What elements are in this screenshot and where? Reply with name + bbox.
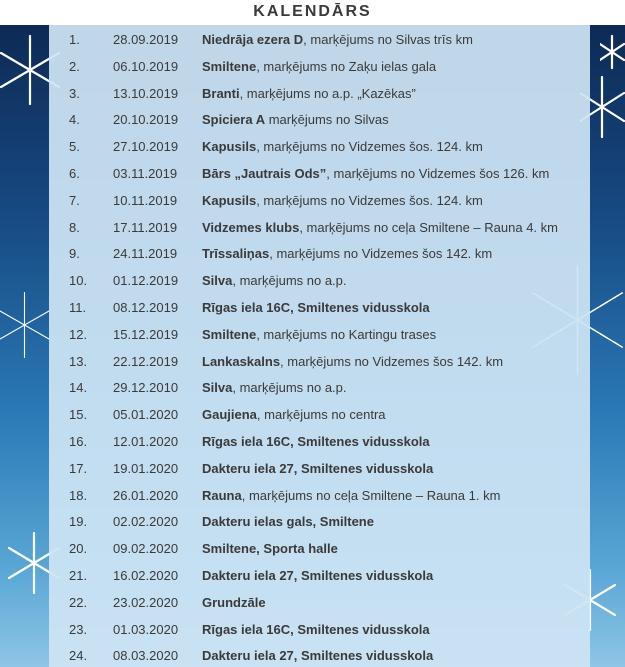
row-note: , marķējums no Zaķu ielas gala [256,58,437,74]
row-place: Dakteru iela 27, Smiltenes vidusskola [202,460,434,476]
row-note: , marķējums no Vidzemes šos. 124. km [256,192,483,208]
row-number: 3. [69,85,80,101]
row-date: 23.02.2020 [113,594,179,610]
row-location [202,241,492,268]
calendar-row [49,563,590,590]
row-note: , marķējums no ceļa Smiltene – Rauna 1. km [241,487,501,503]
calendar-row [49,27,590,54]
snowflake-icon [600,32,625,72]
row-date: 24.11.2019 [113,246,178,262]
row-place: Kapusils [202,192,257,208]
row-number: 18. [69,487,88,503]
row-place: Rīgas iela 16C, Smiltenes vidusskola [202,621,430,637]
row-number: 20. [69,541,88,557]
row-location [202,536,338,563]
row-date: 10.11.2019 [113,192,178,208]
row-date: 27.10.2019 [113,139,179,155]
row-number: 24. [69,648,88,664]
row-location [202,188,483,215]
page-title: KALENDĀRS [253,3,372,20]
row-place: Silva [202,273,233,289]
row-number: 14. [69,380,88,396]
row-note: , marķējums no ceļa Smiltene – Rauna 4. km [299,219,558,235]
calendar-row [49,322,590,349]
row-location [202,81,416,108]
calendar-row [49,536,590,563]
row-location [202,429,430,456]
row-location [202,375,347,402]
snowflake-icon [0,255,49,395]
row-note: , marķējums no Vidzemes šos 142. km [269,246,493,262]
calendar-row [49,483,590,510]
row-location [202,107,389,134]
row-number: 6. [69,165,80,181]
calendar-row [49,295,590,322]
row-location [202,295,430,322]
row-place: Rīgas iela 16C, Smiltenes vidusskola [202,433,430,449]
row-location [202,134,483,161]
row-date: 20.10.2019 [113,112,179,128]
calendar-row [49,590,590,617]
row-location [202,402,386,429]
row-date: 22.12.2019 [113,353,179,369]
row-note: , marķējums no Vidzemes šos 126. km [326,165,550,181]
row-place: Branti [202,85,240,101]
row-place: Grundzāle [202,594,266,610]
calendar-row [49,375,590,402]
row-date: 15.12.2019 [113,326,179,342]
row-location [202,643,433,667]
row-note: , marķējums no Vidzemes šos. 124. km [256,139,483,155]
calendar-row [49,617,590,644]
row-note: , marķējums no Vidzemes šos 142. km [280,353,504,369]
row-number: 19. [69,514,88,530]
row-place: Trīssaliņas [202,246,270,262]
row-location [202,617,430,644]
calendar-row [49,268,590,295]
row-date: 08.12.2019 [113,299,179,315]
calendar-row [49,509,590,536]
row-note: , marķējums no centra [256,407,386,423]
calendar-row [49,134,590,161]
row-location [202,322,436,349]
row-place: Rauna [202,487,242,503]
calendar-row [49,81,590,108]
calendar-row [49,402,590,429]
row-number: 2. [69,58,80,74]
row-place: Dakteru iela 27, Smiltenes vidusskola [202,567,434,583]
row-number: 22. [69,594,88,610]
row-place: Vidzemes klubs [202,219,300,235]
calendar-row [49,456,590,483]
row-location [202,215,558,242]
row-date: 12.01.2020 [113,433,179,449]
row-note: marķējums no Silvas [265,112,389,128]
row-number: 13. [69,353,88,369]
row-place: Smiltene [202,58,257,74]
row-date: 28.09.2019 [113,32,179,47]
row-location [202,268,347,295]
calendar-row [49,349,590,376]
row-date: 08.03.2020 [113,648,179,664]
row-number: 7. [69,192,80,208]
row-place: Gaujiena [202,407,257,423]
row-date: 09.02.2020 [113,541,179,557]
row-place: Rīgas iela 16C, Smiltenes vidusskola [202,299,430,315]
row-date: 13.10.2019 [113,85,179,101]
row-location [202,349,503,376]
row-note: , marķējums no Silvas trīs km [303,32,473,47]
row-place: Bārs „Jautrais Ods” [202,165,327,181]
row-date: 19.01.2020 [113,460,179,476]
row-location [202,27,473,54]
row-date: 17.11.2019 [113,219,178,235]
row-date: 02.02.2020 [113,514,179,530]
calendar-row [49,429,590,456]
row-location [202,509,374,536]
calendar-row [49,54,590,81]
row-number: 10. [69,273,88,289]
row-date: 26.01.2020 [113,487,179,503]
row-number: 11. [69,299,87,315]
row-date: 16.02.2020 [113,567,179,583]
row-date: 03.11.2019 [113,165,178,181]
row-number: 21. [69,567,88,583]
row-number: 23. [69,621,88,637]
row-date: 06.10.2019 [113,58,179,74]
row-place: Dakteru ielas gals, Smiltene [202,514,374,530]
row-number: 16. [69,433,88,449]
row-date: 29.12.2010 [113,380,179,396]
row-date: 01.12.2019 [113,273,179,289]
row-location [202,590,266,617]
row-location [202,563,433,590]
calendar-row [49,215,590,242]
row-number: 5. [69,139,80,155]
row-place: Silva [202,380,233,396]
row-note: , marķējums no a.p. [232,380,347,396]
row-number: 17. [69,460,88,476]
calendar-list [49,27,590,667]
row-location [202,161,549,188]
row-note: , marķējums no a.p. [232,273,347,289]
row-number: 12. [69,326,88,342]
row-date: 01.03.2020 [113,621,179,637]
row-place: Lankaskalns [202,353,281,369]
row-place: Niedrāja ezera D [202,32,304,47]
calendar-row [49,188,590,215]
row-place: Dakteru iela 27, Smiltenes vidusskola [202,648,434,664]
row-number: 8. [69,219,80,235]
row-note: , marķējums no Kartingu trases [256,326,437,342]
row-place: Smiltene [202,326,257,342]
calendar-row [49,241,590,268]
row-number: 15. [69,407,88,423]
calendar-row [49,643,590,667]
row-date: 05.01.2020 [113,407,179,423]
row-note: , marķējums no a.p. „Kazēkas” [239,85,416,101]
row-place: Spiciera A [202,112,266,128]
row-number: 9. [69,246,80,262]
row-number: 1. [69,32,80,47]
calendar-row [49,107,590,134]
title-bar [0,0,625,25]
row-place: Smiltene, Sporta halle [202,541,338,557]
calendar-row [49,161,590,188]
row-location [202,456,433,483]
row-location [202,483,500,510]
row-place: Kapusils [202,139,257,155]
row-location [202,54,436,81]
row-number: 4. [69,112,80,128]
